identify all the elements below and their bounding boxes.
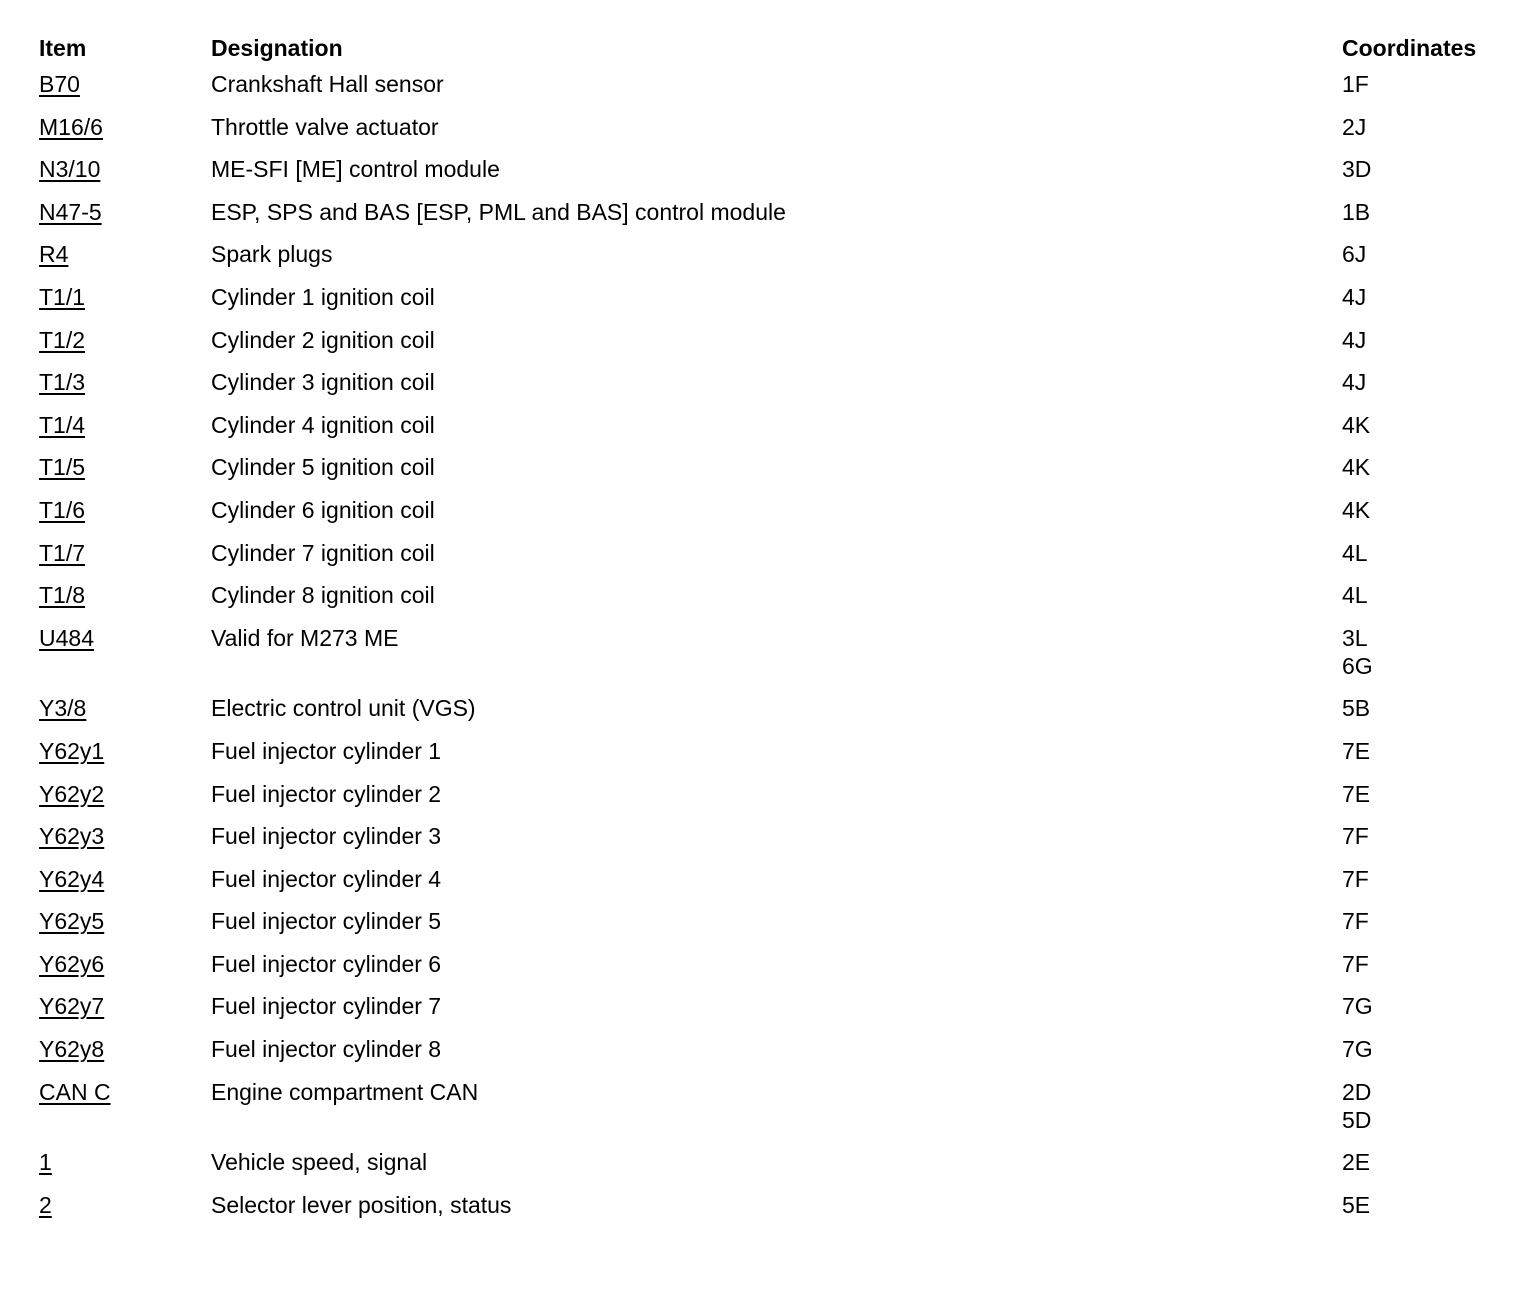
designation-cell: Cylinder 7 ignition coil xyxy=(211,539,435,566)
coordinate-value: 5D xyxy=(1342,1106,1372,1133)
table-body xyxy=(39,70,1509,1233)
item-cell xyxy=(39,198,211,241)
item-cell xyxy=(39,155,211,198)
item-link[interactable]: U484 xyxy=(39,624,94,651)
item-cell xyxy=(39,1078,211,1149)
table-row xyxy=(39,496,1509,539)
table-row xyxy=(39,368,1509,411)
coordinate-value: 7G xyxy=(1342,1036,1373,1063)
designation-cell: Electric control unit (VGS) xyxy=(211,695,476,722)
coordinates-cell xyxy=(1342,240,1509,283)
designation-cell: Fuel injector cylinder 2 xyxy=(211,780,442,807)
table-row xyxy=(39,1191,1509,1234)
item-link[interactable]: T1/6 xyxy=(39,496,86,523)
item-cell xyxy=(39,780,211,823)
coordinate-value: 1F xyxy=(1342,71,1369,97)
table-row xyxy=(39,70,1509,113)
coordinate-value: 4J xyxy=(1342,369,1367,396)
table-row xyxy=(39,950,1509,993)
designation-cell: Fuel injector cylinder 1 xyxy=(211,737,442,764)
coordinate-value: 7E xyxy=(1342,780,1371,807)
coordinates-cell xyxy=(1342,198,1509,241)
item-cell xyxy=(39,581,211,624)
designation-cell: ME-SFI [ME] control module xyxy=(211,156,500,183)
table-row xyxy=(39,624,1509,695)
table-row xyxy=(39,992,1509,1035)
designation-cell: Cylinder 5 ignition coil xyxy=(211,454,435,481)
coordinate-value: 6G xyxy=(1342,652,1373,679)
designation-cell: Throttle valve actuator xyxy=(211,113,439,140)
coordinate-value: 4K xyxy=(1342,454,1371,481)
coordinate-value: 7E xyxy=(1342,737,1371,764)
coordinates-cell xyxy=(1342,155,1509,198)
coordinates-cell xyxy=(1342,368,1509,411)
table-row xyxy=(39,822,1509,865)
table-row xyxy=(39,155,1509,198)
item-cell xyxy=(39,694,211,737)
item-cell xyxy=(39,624,211,695)
item-link[interactable]: B70 xyxy=(39,71,80,97)
table-row xyxy=(39,1148,1509,1191)
coordinates-cell xyxy=(1342,1035,1509,1078)
item-link[interactable]: T1/1 xyxy=(39,283,86,310)
item-column-header: Item xyxy=(39,35,87,61)
designation-cell: Fuel injector cylinder 4 xyxy=(211,865,442,892)
table-row xyxy=(39,780,1509,823)
item-link[interactable]: Y62y6 xyxy=(39,950,105,977)
item-cell xyxy=(39,865,211,908)
designation-cell: Cylinder 4 ignition coil xyxy=(211,411,435,438)
coordinates-cell xyxy=(1342,1078,1509,1149)
table-row xyxy=(39,326,1509,369)
designation-column-header: Designation xyxy=(211,35,343,61)
table-row xyxy=(39,1035,1509,1078)
coordinate-value: 3D xyxy=(1342,156,1372,183)
table-row xyxy=(39,581,1509,624)
coordinate-value: 4K xyxy=(1342,496,1371,523)
item-link[interactable]: Y3/8 xyxy=(39,695,87,722)
coordinate-value: 7F xyxy=(1342,823,1369,850)
coordinates-cell xyxy=(1342,453,1509,496)
coordinate-value: 7F xyxy=(1342,865,1369,892)
designation-cell: Valid for M273 ME xyxy=(211,624,399,651)
item-link[interactable]: T1/5 xyxy=(39,454,86,481)
item-link[interactable]: 2 xyxy=(39,1191,52,1218)
item-cell xyxy=(39,950,211,993)
coordinates-cell xyxy=(1342,694,1509,737)
item-cell xyxy=(39,1035,211,1078)
designation-cell: Fuel injector cylinder 7 xyxy=(211,993,442,1020)
designation-cell: Fuel injector cylinder 5 xyxy=(211,908,442,935)
coordinate-value: 2J xyxy=(1342,113,1367,140)
coordinate-value: 5B xyxy=(1342,695,1371,722)
coordinate-value: 4K xyxy=(1342,411,1371,438)
coordinates-cell xyxy=(1342,737,1509,780)
designation-cell: ESP, SPS and BAS [ESP, PML and BAS] control module xyxy=(211,198,786,225)
table-row xyxy=(39,198,1509,241)
item-link[interactable]: CAN C xyxy=(39,1078,111,1105)
designation-cell: Crankshaft Hall sensor xyxy=(211,71,444,97)
coordinates-cell xyxy=(1342,326,1509,369)
table-header xyxy=(39,34,1509,70)
item-cell xyxy=(39,992,211,1035)
designation-cell: Vehicle speed, signal xyxy=(211,1149,428,1176)
table-row xyxy=(39,411,1509,454)
item-link[interactable]: Y62y2 xyxy=(39,780,105,807)
coordinate-value: 4J xyxy=(1342,326,1367,353)
item-link[interactable]: Y62y4 xyxy=(39,865,105,892)
designation-cell: Cylinder 6 ignition coil xyxy=(211,496,435,523)
designation-cell: Selector lever position, status xyxy=(211,1191,512,1218)
coordinates-cell xyxy=(1342,1148,1509,1191)
table-row xyxy=(39,539,1509,582)
item-link[interactable]: Y62y7 xyxy=(39,993,105,1020)
coordinate-value: 3L xyxy=(1342,624,1368,651)
coordinate-value: 2E xyxy=(1342,1149,1371,1176)
coordinate-value: 6J xyxy=(1342,241,1367,268)
item-cell xyxy=(39,822,211,865)
component-legend-table xyxy=(39,34,1509,1233)
item-link[interactable]: N3/10 xyxy=(39,156,101,183)
coordinate-value: 4L xyxy=(1342,539,1368,566)
coordinate-value: 5E xyxy=(1342,1191,1371,1218)
item-link[interactable]: T1/7 xyxy=(39,539,86,566)
table-row xyxy=(39,907,1509,950)
coordinates-cell xyxy=(1342,865,1509,908)
item-cell xyxy=(39,411,211,454)
table-row xyxy=(39,453,1509,496)
item-link[interactable]: T1/8 xyxy=(39,582,86,609)
table-row xyxy=(39,694,1509,737)
table-row xyxy=(39,283,1509,326)
coordinates-cell xyxy=(1342,113,1509,156)
table-row xyxy=(39,1078,1509,1149)
header-row xyxy=(39,34,1509,70)
coordinate-value: 7G xyxy=(1342,993,1373,1020)
item-link[interactable]: Y62y8 xyxy=(39,1036,105,1063)
table-row xyxy=(39,240,1509,283)
coordinate-value: 7F xyxy=(1342,950,1369,977)
item-cell xyxy=(39,1148,211,1191)
item-cell xyxy=(39,453,211,496)
item-cell xyxy=(39,326,211,369)
item-link[interactable]: Y62y1 xyxy=(39,737,105,764)
table-row xyxy=(39,737,1509,780)
coordinates-column-header: Coordinates xyxy=(1342,35,1477,61)
item-link[interactable]: M16/6 xyxy=(39,113,103,140)
coordinates-cell xyxy=(1342,70,1509,113)
coordinates-cell xyxy=(1342,581,1509,624)
coordinates-cell xyxy=(1342,992,1509,1035)
item-link[interactable]: R4 xyxy=(39,241,69,268)
item-link[interactable]: Y62y5 xyxy=(39,908,105,935)
designation-cell: Spark plugs xyxy=(211,241,333,268)
coordinates-cell xyxy=(1342,539,1509,582)
item-cell xyxy=(39,70,211,113)
table-row xyxy=(39,865,1509,908)
item-cell xyxy=(39,539,211,582)
item-cell xyxy=(39,283,211,326)
designation-cell: Cylinder 8 ignition coil xyxy=(211,582,435,609)
coordinate-value: 1B xyxy=(1342,198,1371,225)
designation-cell: Cylinder 1 ignition coil xyxy=(211,283,435,310)
item-cell xyxy=(39,737,211,780)
item-cell xyxy=(39,1191,211,1234)
item-link[interactable]: Y62y3 xyxy=(39,823,105,850)
designation-cell: Cylinder 3 ignition coil xyxy=(211,369,435,396)
designation-cell: Cylinder 2 ignition coil xyxy=(211,326,435,353)
item-cell xyxy=(39,368,211,411)
item-cell xyxy=(39,113,211,156)
coordinates-cell xyxy=(1342,950,1509,993)
designation-cell: Engine compartment CAN xyxy=(211,1078,479,1105)
item-cell xyxy=(39,907,211,950)
coordinates-cell xyxy=(1342,822,1509,865)
designation-cell: Fuel injector cylinder 8 xyxy=(211,1036,442,1063)
coordinate-value: 7F xyxy=(1342,908,1369,935)
coordinates-cell xyxy=(1342,780,1509,823)
item-link[interactable]: N47-5 xyxy=(39,198,102,225)
coordinate-value: 4J xyxy=(1342,283,1367,310)
item-link[interactable]: T1/4 xyxy=(39,411,86,438)
designation-cell: Fuel injector cylinder 6 xyxy=(211,950,442,977)
item-link[interactable]: T1/2 xyxy=(39,326,86,353)
coordinates-cell xyxy=(1342,624,1509,695)
item-link[interactable]: T1/3 xyxy=(39,369,86,396)
coordinates-cell xyxy=(1342,283,1509,326)
designation-cell: Fuel injector cylinder 3 xyxy=(211,823,442,850)
item-link[interactable]: 1 xyxy=(39,1149,52,1176)
coordinates-cell xyxy=(1342,496,1509,539)
coordinates-cell xyxy=(1342,411,1509,454)
item-cell xyxy=(39,240,211,283)
coordinates-cell xyxy=(1342,907,1509,950)
table-row xyxy=(39,113,1509,156)
item-cell xyxy=(39,496,211,539)
coordinate-value: 2D xyxy=(1342,1078,1372,1105)
coordinate-value: 4L xyxy=(1342,582,1368,609)
coordinates-cell xyxy=(1342,1191,1509,1234)
